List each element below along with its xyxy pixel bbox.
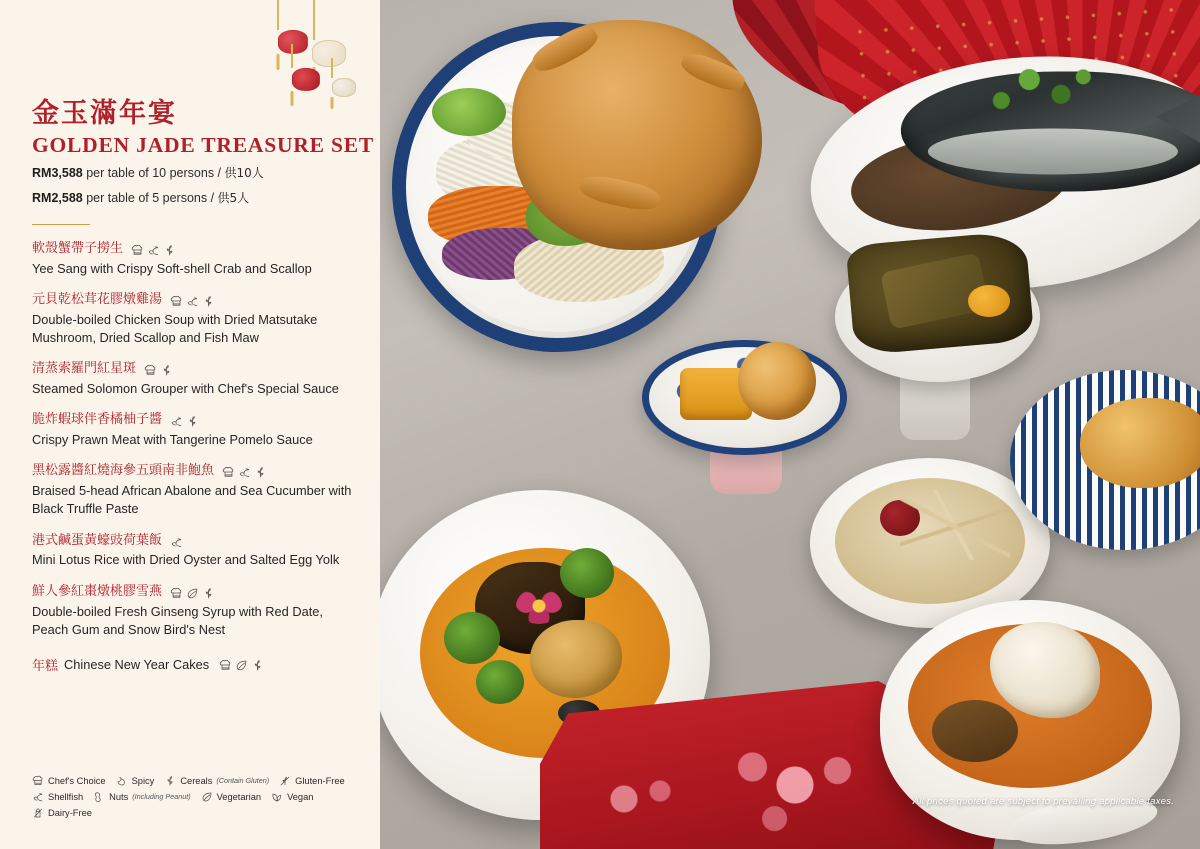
menu-content: [32, 98, 374, 674]
dish-item-cakes: [32, 655, 352, 674]
dish-name-english: Steamed Solomon Grouper with Chef's Special Sauce: [32, 381, 339, 397]
cloth-embroidery-flower-1: [710, 725, 880, 845]
shellfish-icon: [238, 466, 251, 479]
cereals-icon: [251, 659, 264, 672]
dish-allergen-icons: [144, 364, 173, 377]
price-row-5pax: [32, 189, 352, 208]
shellfish-icon: [170, 536, 183, 549]
menu-text-panel: [0, 0, 380, 849]
cereals-icon: [202, 587, 215, 600]
shellfish-icon: [186, 295, 199, 308]
edible-flower: [516, 588, 562, 624]
dish-name-english: Yee Sang with Crispy Soft-shell Crab and Scallop: [32, 260, 312, 276]
chefs-choice-icon: [170, 295, 183, 308]
legend-item-nuts: [93, 791, 190, 803]
dish-name-chinese: [32, 241, 352, 258]
dish-name-chinese-text: 港式鹹蛋黃蠔豉荷葉飯: [32, 532, 163, 548]
legend-label: Shellfish: [48, 791, 84, 802]
cereals-icon: [160, 364, 173, 377]
cake-allergen-icons: [219, 659, 264, 672]
chefs-choice-icon: [219, 659, 232, 672]
legend-label: Cereals: [180, 775, 213, 786]
broccoli-1: [444, 612, 500, 664]
dish-allergen-icons: [131, 244, 176, 257]
dish-allergen-icons: [222, 466, 267, 479]
dish-name-chinese: [32, 533, 352, 550]
legend-label: Spicy: [131, 775, 155, 786]
dish-item: [32, 584, 352, 639]
legend-item-vegetarian: [201, 791, 261, 803]
legend-item-chefs-choice: [32, 775, 106, 787]
dish-name-chinese-text: 鮮人參紅棗燉桃膠雪燕: [32, 583, 163, 599]
shellfish-icon: [32, 791, 44, 803]
price-5pax-cjk: 供5人: [217, 190, 250, 205]
price-5pax-amount: RM2,588: [32, 190, 83, 205]
dish-allergen-icons: [170, 536, 183, 549]
chefs-choice-icon: [131, 244, 144, 257]
matsutake-mushroom: [932, 700, 1018, 762]
dairy-free-icon: [32, 807, 44, 819]
dish-list: [32, 241, 352, 639]
chefs-choice-icon: [222, 466, 235, 479]
legend-label: Dairy-Free: [48, 807, 92, 818]
dish-name-chinese-text: 脆炸蝦球伴香橘柚子醬: [32, 412, 163, 428]
price-disclaimer: All prices quoted are subject to prevailing applicable taxes.: [912, 796, 1174, 807]
title-divider: [32, 224, 90, 226]
allergen-legend: [32, 775, 362, 819]
vegetarian-icon: [186, 587, 199, 600]
legend-label: Vegan: [287, 791, 314, 802]
cake-name-chinese: 年糕: [32, 658, 59, 674]
legend-item-gluten-free: [279, 775, 345, 787]
cereals-icon: [186, 415, 199, 428]
salted-egg-yolk: [968, 285, 1010, 317]
dish-name-chinese: [32, 584, 352, 601]
legend-item-vegan: [271, 791, 313, 803]
food-photograph: [380, 0, 1200, 849]
vegetarian-icon: [235, 659, 248, 672]
dish-item: [32, 463, 352, 518]
dish-name-chinese-text: 清蒸索羅門紅星斑: [32, 361, 137, 377]
shellfish-icon: [170, 415, 183, 428]
dish-item: [32, 361, 352, 398]
legend-label: Gluten-Free: [295, 775, 345, 786]
legend-item-spicy: [116, 775, 155, 787]
ginseng-root: [900, 490, 1010, 560]
dish-name-chinese-text: 黑松露醬紅燒海參五頭南非鮑魚: [32, 463, 215, 479]
cilantro-garnish: [974, 55, 1100, 127]
chefs-choice-icon: [32, 775, 44, 787]
microgreen-nest: [432, 88, 506, 136]
dish-allergen-icons: [170, 587, 215, 600]
vegetarian-icon: [201, 791, 213, 803]
dish-item: [32, 241, 352, 278]
cereals-icon: [164, 775, 176, 787]
legend-label: Vegetarian: [216, 791, 262, 802]
cereals-icon: [254, 466, 267, 479]
dish-allergen-icons: [170, 415, 199, 428]
fish-belly: [928, 128, 1178, 174]
dish-allergen-icons: [170, 295, 215, 308]
cake-name-english: Chinese New Year Cakes: [64, 656, 210, 672]
set-title-english: GOLDEN JADE TREASURE SET: [32, 133, 374, 158]
broccoli-3b: [560, 548, 614, 598]
price-10pax-text: per table of 10 persons /: [82, 166, 225, 181]
chefs-choice-icon: [170, 587, 183, 600]
dish-item: [32, 292, 352, 347]
dish-name-chinese: [32, 292, 352, 309]
cereals-icon: [163, 244, 176, 257]
dish-name-chinese-text: 軟殼蟹帶子撈生: [32, 241, 124, 257]
legend-sublabel: (Including Peanut): [132, 792, 191, 802]
price-10pax-amount: RM3,588: [32, 166, 83, 181]
dish-name-english: Crispy Prawn Meat with Tangerine Pomelo Sauce: [32, 432, 313, 448]
spicy-icon: [116, 775, 128, 787]
legend-label: Chef's Choice: [48, 775, 106, 786]
crispy-prawn: [1080, 398, 1200, 488]
legend-item-dairy-free: [32, 807, 92, 819]
legend-item-cereals: [164, 775, 269, 787]
dish-name-english: Double-boiled Fresh Ginseng Syrup with Red Date, Peach Gum and Snow Bird's Nest: [32, 603, 323, 637]
dish-name-english: Braised 5-head African Abalone and Sea Cucumber with Black Truffle Paste: [32, 483, 352, 517]
price-10pax-cjk: 供10人: [224, 166, 264, 181]
price-row-10pax: [32, 164, 352, 183]
legend-item-shellfish: [32, 791, 83, 803]
dish-name-english: Double-boiled Chicken Soup with Dried Matsutake Mushroom, Dried Scallop and Fish Maw: [32, 311, 318, 346]
nuts-icon: [93, 791, 105, 803]
set-title-chinese: 金玉滿年宴: [32, 98, 177, 129]
legend-sublabel: (Contain Gluten): [216, 776, 270, 786]
fried-sesame-ball: [738, 342, 816, 420]
broccoli-2: [476, 660, 524, 704]
vegan-icon: [271, 791, 283, 803]
cloth-embroidery-flower-2: [570, 759, 690, 839]
dish-item: [32, 412, 352, 449]
gluten-free-icon: [279, 775, 291, 787]
dish-name-chinese: [32, 361, 352, 378]
cereals-icon: [202, 295, 215, 308]
chefs-choice-icon: [144, 364, 157, 377]
legend-label: Nuts: [109, 791, 129, 802]
price-5pax-text: per table of 5 persons /: [82, 190, 218, 205]
dish-name-chinese: [32, 412, 352, 429]
shellfish-icon: [147, 244, 160, 257]
dish-item: [32, 533, 352, 570]
dish-name-english: Mini Lotus Rice with Dried Oyster and Salted Egg Yolk: [32, 552, 340, 568]
dish-name-chinese: [32, 463, 352, 480]
dish-name-chinese-text: 元貝乾松茸花膠燉雞湯: [32, 292, 163, 308]
